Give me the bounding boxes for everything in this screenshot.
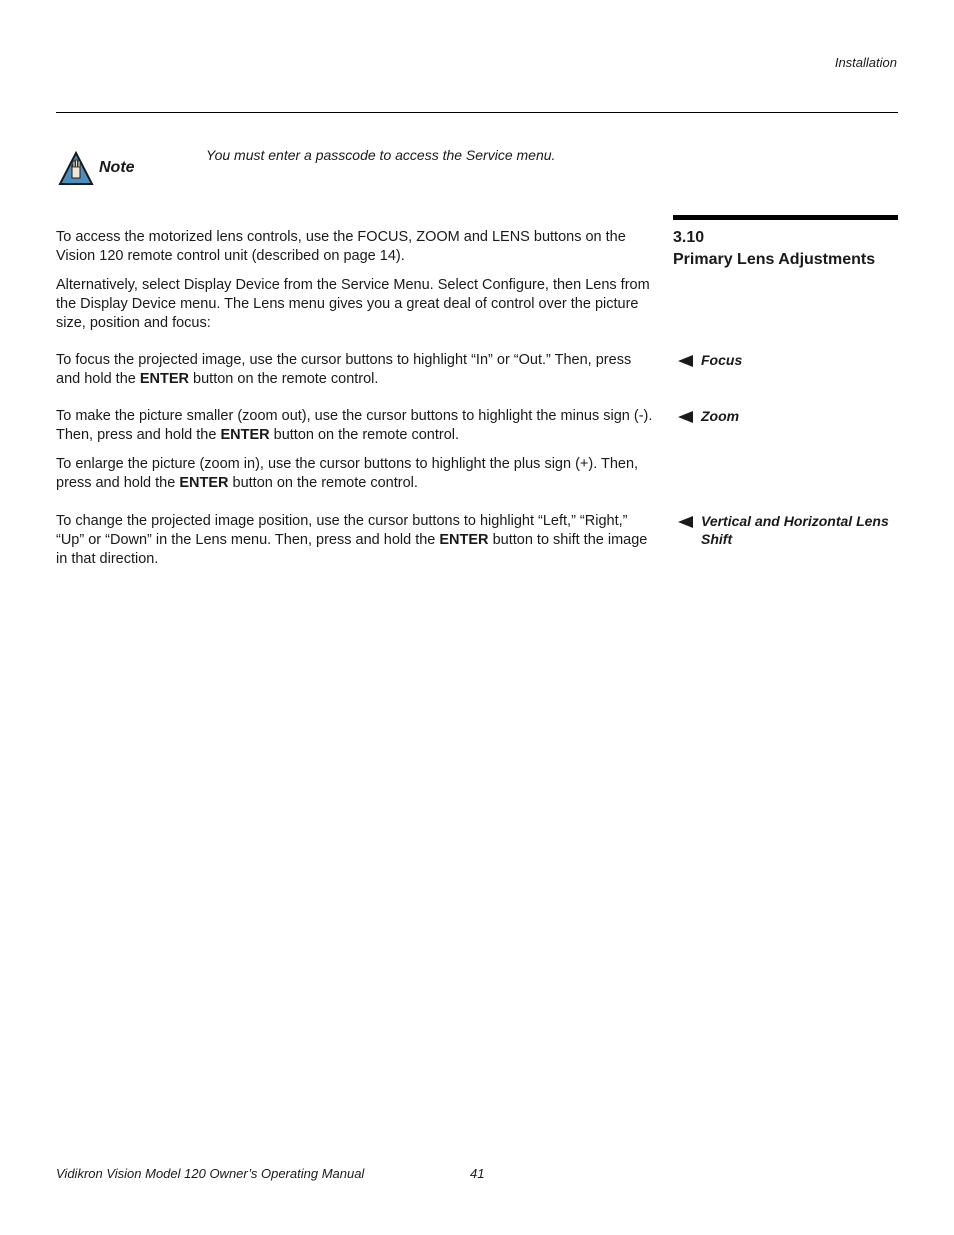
zoom-in-paragraph: [56, 455, 656, 493]
focus-text: To focus the projected image, use the cursor buttons to highlight “In” or “Out.” Then, press and hold the: [56, 352, 632, 387]
focus-heading: [678, 351, 896, 369]
enter-keyword: ENTER: [179, 475, 229, 491]
zoom-heading: [678, 407, 896, 425]
zoom-out-text: To make the picture smaller (zoom out), use the cursor buttons to highlight the minus sign (-). Then, press and hold the: [56, 408, 653, 443]
note-label: Note: [99, 159, 135, 176]
footer-page-number: 41: [470, 1166, 485, 1181]
zoom-in-text-end: button on the remote control.: [228, 475, 418, 491]
zoom-out-paragraph: [56, 407, 656, 445]
focus-heading-text: Focus: [701, 352, 743, 368]
arrow-left-icon: [678, 411, 693, 423]
note-text: You must enter a passcode to access the Service menu.: [206, 147, 556, 163]
arrow-left-icon: [678, 516, 693, 528]
enter-keyword: ENTER: [439, 532, 489, 548]
footer-manual-title: Vidikron Vision Model 120 Owner’s Operating Manual: [56, 1166, 365, 1181]
focus-text-end: button on the remote control.: [189, 371, 379, 387]
header-rule: [56, 112, 898, 113]
lens-shift-paragraph: [56, 512, 656, 569]
section-bar: [673, 215, 898, 220]
note-warning-icon: [58, 151, 94, 187]
section-number: 3.10: [673, 229, 705, 246]
zoom-out-text-end: button on the remote control.: [269, 427, 460, 443]
zoom-in-text: To enlarge the picture (zoom in), use the cursor buttons to highlight the plus sign (+). Then, press and hold the: [56, 456, 639, 491]
zoom-heading-text: Zoom: [701, 408, 740, 424]
intro-paragraph-1: To access the motorized lens controls, use the FOCUS, ZOOM and LENS buttons on the Vision 120 remote control unit (described on page 14).: [56, 229, 626, 264]
lens-shift-heading: [678, 512, 896, 548]
intro-paragraph-2: Alternatively, select Display Device from the Service Menu. Select Configure, then Lens from the Display Device menu. The Lens menu gives you a great deal of control over the picture size, position and focus:: [56, 277, 650, 331]
lens-shift-text: To change the projected image position, use the cursor buttons to highlight “Left,” “Right,” “Up” or “Down” in the Lens menu. Then, press and hold the: [56, 513, 628, 548]
lens-shift-text-end: button to shift the image in that direction.: [56, 532, 648, 567]
enter-keyword: ENTER: [139, 371, 190, 387]
lens-shift-heading-text: Vertical and Horizontal Lens Shift: [701, 513, 889, 547]
focus-paragraph: [56, 351, 656, 389]
enter-keyword: ENTER: [220, 427, 270, 443]
arrow-left-icon: [678, 355, 693, 367]
section-title: Primary Lens Adjustments: [673, 251, 876, 268]
running-header: Installation: [834, 55, 897, 70]
